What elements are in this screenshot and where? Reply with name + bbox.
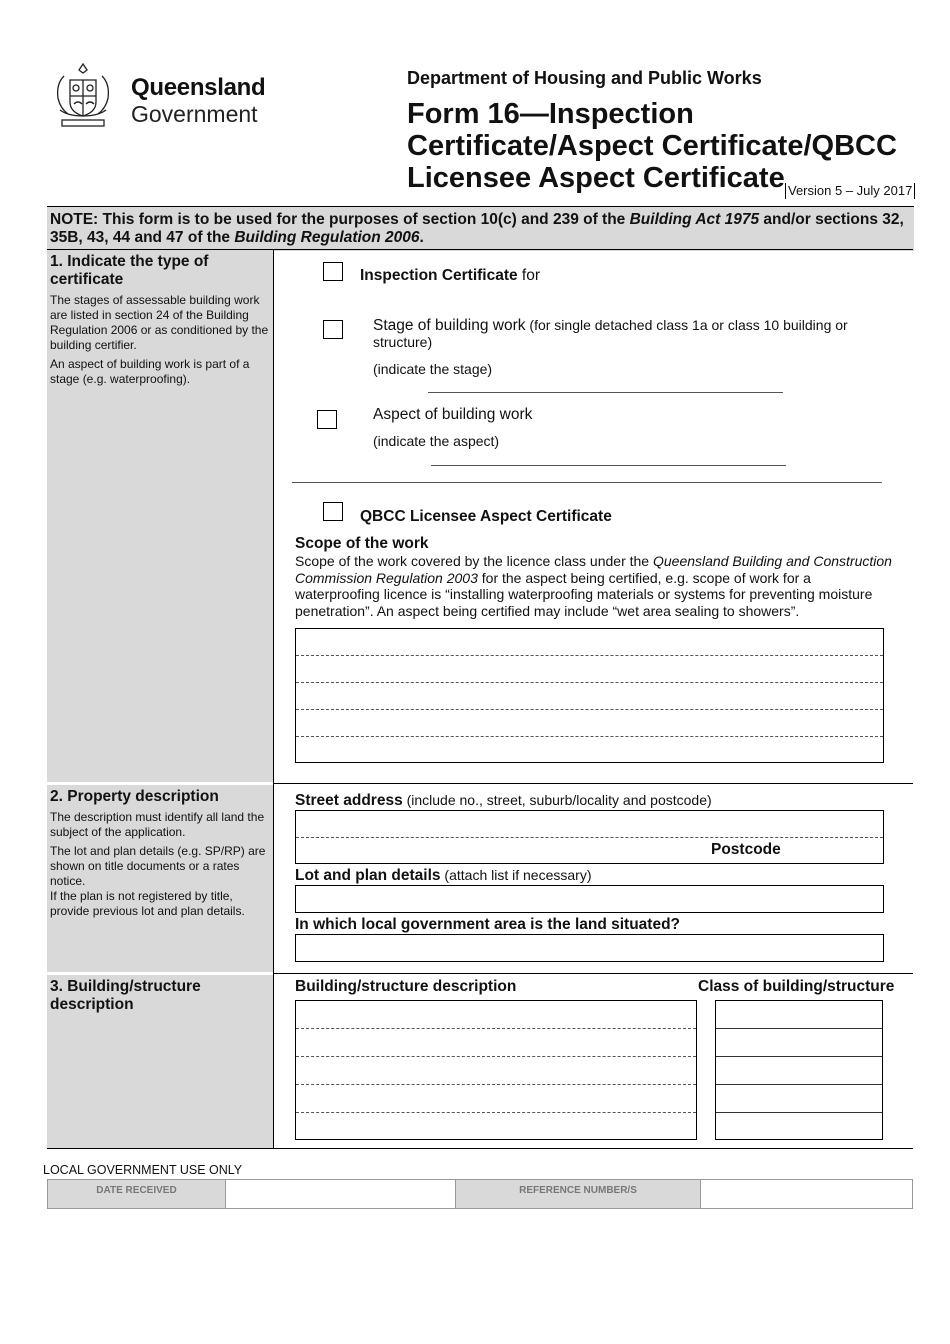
department-name: Department of Housing and Public Works — [407, 68, 762, 88]
building-class-label: Class of building/structure — [698, 978, 895, 995]
scope-title: Scope of the work — [295, 535, 429, 552]
aspect-of-work-label: Aspect of building work — [373, 406, 533, 423]
queensland-crest-icon — [50, 60, 116, 132]
stage-of-work-label: Stage of building work (for single detached class 1a or class 10 building or structure) — [373, 317, 848, 350]
stage-input-line[interactable] — [428, 392, 783, 393]
scope-input-box[interactable] — [295, 628, 884, 763]
stage-of-work-checkbox[interactable] — [323, 320, 343, 339]
section2-title: 2. Property description — [50, 788, 219, 805]
logo-government-text: Government — [131, 101, 258, 127]
inspection-certificate-checkbox[interactable] — [323, 262, 343, 281]
dashed-line — [716, 1056, 882, 1057]
section1-sidebar — [47, 250, 274, 782]
postcode-label: Postcode — [711, 841, 781, 858]
qbcc-licensee-checkbox[interactable] — [323, 502, 343, 521]
divider — [47, 1148, 913, 1149]
lot-plan-input[interactable] — [295, 885, 884, 913]
dashed-line — [296, 736, 883, 737]
dashed-line — [296, 682, 883, 683]
section1-note: An aspect of building work is part of a stage (e.g. waterproofing). — [50, 357, 250, 386]
section3-title: 3. Building/structure description — [50, 978, 201, 1013]
lga-input[interactable] — [295, 934, 884, 962]
dashed-line — [716, 1112, 882, 1113]
divider — [47, 249, 913, 250]
section2-note: If the plan is not registered by title, provide previous lot and plan details. — [50, 889, 245, 918]
dashed-line — [296, 1112, 696, 1113]
dashed-line — [296, 1056, 696, 1057]
divider — [273, 973, 913, 974]
section1-note: The stages of assessable building work are listed in section 24 of the Building Regulation 2006 or as conditioned by the building certifier. — [50, 293, 269, 352]
section2-sidebar — [47, 785, 274, 972]
reference-number-label: REFERENCE NUMBER/S — [456, 1180, 701, 1208]
section2-note: The lot and plan details (e.g. SP/RP) are shown on title documents or a rates notice. — [50, 844, 266, 888]
dashed-line — [296, 709, 883, 710]
local-government-table — [47, 1179, 913, 1209]
dashed-line — [296, 837, 883, 838]
divider — [273, 783, 913, 784]
version-label: Version 5 – July 2017 — [785, 183, 915, 199]
date-received-label: DATE RECEIVED — [48, 1180, 226, 1208]
aspect-hint: (indicate the aspect) — [373, 433, 500, 449]
section3-sidebar — [47, 975, 274, 1148]
note-banner: NOTE: This form is to be used for the purposes of section 10(c) and 239 of the Building Act 1975 and/or sections 32, 35B, 43, 44 and 47 of the Building Regulation 2006. — [47, 206, 914, 251]
street-address-input[interactable] — [295, 810, 884, 864]
dashed-line — [716, 1028, 882, 1029]
street-address-label: Street address (include no., street, suburb/locality and postcode) — [295, 792, 712, 809]
building-description-input[interactable] — [295, 1000, 697, 1140]
column-divider — [273, 250, 274, 1148]
dashed-line — [296, 1028, 696, 1029]
section1-title: 1. Indicate the type of certificate — [50, 253, 209, 288]
divider — [292, 482, 882, 483]
form-title: Form 16—Inspection Certificate/Aspect Certificate/QBCC Licensee Aspect Certificate — [407, 98, 897, 194]
dashed-line — [716, 1084, 882, 1085]
lot-plan-label: Lot and plan details (attach list if necessary) — [295, 867, 592, 884]
section2-note: The description must identify all land the subject of the application. — [50, 810, 265, 839]
building-class-input[interactable] — [715, 1000, 883, 1140]
date-received-input[interactable] — [226, 1180, 456, 1208]
scope-text: Scope of the work covered by the licence class under the Queensland Building and Construction Commission Regulation 2003 for the aspect being certified, e.g. scope of work for a waterproofing licence is “installing waterproofing materials or systems for preventing moisture penetration”. An aspect being certified may include “wet area sealing to showers”. — [295, 553, 892, 619]
dashed-line — [296, 655, 883, 656]
aspect-input-line[interactable] — [431, 465, 786, 466]
dashed-line — [296, 1084, 696, 1085]
aspect-of-work-checkbox[interactable] — [317, 410, 337, 429]
inspection-certificate-label: Inspection Certificate for — [360, 267, 541, 284]
building-description-label: Building/structure description — [295, 978, 517, 995]
lga-label: In which local government area is the land situated? — [295, 916, 681, 933]
local-government-heading: LOCAL GOVERNMENT USE ONLY — [43, 1163, 243, 1177]
logo-queensland-text: Queensland — [131, 74, 266, 101]
reference-number-input[interactable] — [701, 1180, 912, 1208]
stage-hint: (indicate the stage) — [373, 361, 493, 377]
qbcc-licensee-label: QBCC Licensee Aspect Certificate — [360, 508, 612, 525]
